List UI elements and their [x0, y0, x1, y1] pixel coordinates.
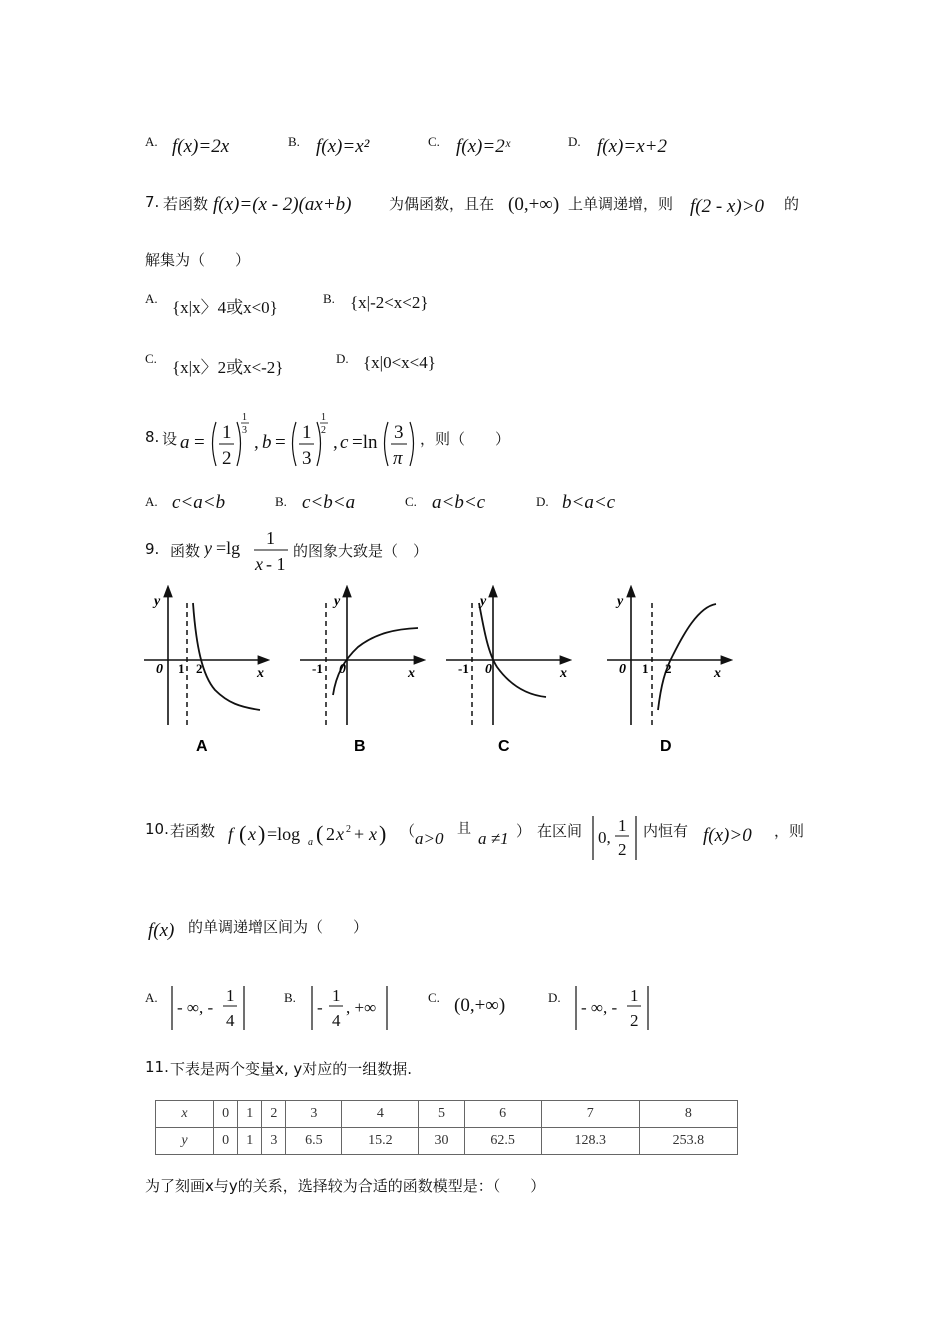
q8-tail: ，则（ ）: [420, 430, 511, 448]
svg-text:2: 2: [321, 425, 326, 436]
svg-text:1: 1: [332, 986, 341, 1005]
q7-inequality: f(2 - x)>0: [690, 196, 765, 217]
graph-b-xlabel: x: [408, 666, 415, 681]
table-cell: 5: [419, 1101, 464, 1128]
q8-option-a-label: A.: [145, 494, 158, 509]
q10-option-d-expr: [572, 982, 654, 1034]
graph-d-caption: D: [660, 738, 672, 755]
graph-d-ylabel: y: [617, 594, 624, 609]
q8-option-c-expr: a<b<c: [432, 492, 486, 513]
q7-function: f(x)=(x - 2)(ax+b): [213, 194, 352, 215]
graph-c-tick-1: -1: [458, 661, 469, 676]
q7-option-c-label: C.: [145, 351, 157, 366]
q10-pre: 若函数: [170, 822, 216, 840]
graph-c: [442, 585, 572, 760]
q7-option-a-label: A.: [145, 291, 158, 306]
graph-a-tick-2: 2: [196, 661, 203, 676]
table-cell: 4: [342, 1101, 419, 1128]
q10-option-a-expr: [168, 982, 250, 1034]
graph-a-tick-1: 1: [178, 661, 185, 676]
q10-function: [226, 812, 396, 852]
q10-interval: [590, 810, 642, 866]
table-cell: 62.5: [464, 1128, 541, 1155]
q8-option-d-expr: b<a<c: [562, 492, 616, 513]
svg-text:,: ,: [333, 432, 338, 453]
q6-option-c-label: C.: [428, 134, 440, 149]
q10-option-a-label: A.: [145, 990, 158, 1005]
svg-text:(: (: [316, 821, 324, 846]
table-header-y: y: [156, 1128, 214, 1155]
svg-text:,: ,: [254, 432, 259, 453]
table-cell: 6.5: [286, 1128, 342, 1155]
table-cell: 1: [238, 1128, 262, 1155]
q9-formula: [204, 526, 294, 576]
q11-question: 为了刻画x与y的关系，选择较为合适的函数模型是：（ ）: [145, 1177, 546, 1195]
svg-text:- ∞, -: - ∞, -: [177, 998, 214, 1017]
graph-b-tick-1: -1: [312, 661, 323, 676]
svg-text:π: π: [393, 448, 403, 469]
svg-text:): ): [258, 821, 266, 846]
q11-number: 11.: [145, 1058, 169, 1076]
q7-option-b-label: B.: [323, 291, 335, 306]
svg-text:3: 3: [302, 448, 312, 469]
svg-text:x: x: [255, 554, 263, 574]
svg-text:2: 2: [346, 824, 351, 835]
q6-option-d-expr: f(x)=x+2: [597, 136, 667, 157]
svg-text:f: f: [228, 824, 234, 844]
svg-text:1: 1: [266, 528, 275, 548]
q10-option-c-expr: (0,+∞): [454, 995, 506, 1016]
svg-text:3: 3: [394, 422, 404, 443]
q10-post: ，则: [774, 822, 805, 840]
q8-pre: 设: [162, 430, 178, 448]
svg-text:1: 1: [226, 986, 235, 1005]
q9-pre: 函数: [170, 542, 201, 560]
svg-text:=ln: =ln: [352, 432, 378, 453]
table-row-y: [156, 1128, 738, 1155]
svg-text:1: 1: [222, 422, 232, 443]
q10-option-b-expr: [308, 982, 392, 1034]
graph-b: [296, 585, 426, 760]
svg-text:1: 1: [630, 986, 639, 1005]
q7-line2: 解集为（ ）: [145, 251, 251, 269]
q8-formula: [178, 408, 428, 474]
svg-text:x: x: [248, 824, 256, 844]
svg-text:b: b: [262, 432, 272, 453]
table-cell: 3: [262, 1128, 286, 1155]
q7-option-c-expr: {x|x〉2或x<-2}: [172, 358, 284, 377]
graph-d-xlabel: x: [714, 666, 721, 681]
svg-text:3: 3: [242, 425, 247, 436]
q7-interval: (0,+∞): [508, 194, 560, 215]
graph-d-tick-1: 1: [642, 661, 649, 676]
q7-pre: 若函数: [163, 195, 209, 213]
svg-text:y: y: [204, 538, 212, 558]
graph-c-ylabel: y: [480, 594, 487, 609]
svg-text:4: 4: [332, 1011, 341, 1030]
svg-text:1: 1: [302, 422, 312, 443]
q7-option-d-expr: {x|0<x<4}: [363, 353, 436, 372]
q6-option-a-expr: f(x)=2x: [172, 136, 230, 157]
q7-option-d-label: D.: [336, 351, 349, 366]
table-row-x: [156, 1101, 738, 1128]
table-cell: 253.8: [639, 1128, 737, 1155]
q11-data-table: [155, 1100, 738, 1155]
q8-option-b-label: B.: [275, 494, 287, 509]
graph-b-caption: B: [354, 738, 366, 755]
graph-a: [140, 585, 270, 760]
q6-option-b-label: B.: [288, 134, 300, 149]
graph-d-origin: 0: [619, 662, 626, 677]
graph-b-ylabel: y: [334, 594, 341, 609]
graph-b-origin: 0: [339, 662, 346, 677]
table-cell: 0: [214, 1128, 238, 1155]
q10-line2: 的单调递增区间为（ ）: [188, 918, 369, 936]
q8-option-b-expr: c<b<a: [302, 492, 356, 513]
q7-mid: 为偶函数，且在: [389, 195, 495, 213]
q10-cond-b: a ≠1: [478, 829, 509, 848]
table-cell: 0: [214, 1101, 238, 1128]
svg-text:- 1: - 1: [266, 554, 286, 574]
graph-a-caption: A: [196, 738, 208, 755]
q10-cond-open: （: [400, 822, 416, 840]
svg-text:1: 1: [618, 816, 627, 835]
q10-fx: f(x): [148, 920, 175, 941]
table-cell: 2: [262, 1101, 286, 1128]
q8-option-c-label: C.: [405, 494, 417, 509]
graph-a-origin: 0: [156, 662, 163, 677]
q7-option-b-expr: {x|-2<x<2}: [350, 293, 429, 312]
q10-option-d-label: D.: [548, 990, 561, 1005]
q9-number: 9.: [145, 540, 160, 558]
table-cell: 6: [464, 1101, 541, 1128]
q10-cond-close: ）: [516, 822, 532, 840]
q10-option-b-label: B.: [284, 990, 296, 1005]
svg-text:1: 1: [321, 412, 326, 423]
table-cell: 7: [541, 1101, 639, 1128]
svg-text:a: a: [180, 432, 190, 453]
table-cell: 1: [238, 1101, 262, 1128]
svg-text:c: c: [340, 432, 349, 453]
svg-text:- ∞, -: - ∞, -: [581, 998, 618, 1017]
graph-a-xlabel: x: [257, 666, 264, 681]
q10-condition: f(x)>0: [703, 825, 752, 846]
graph-c-origin: 0: [485, 662, 492, 677]
svg-text:2: 2: [618, 840, 627, 859]
q6-option-d-label: D.: [568, 134, 581, 149]
q11-text: 下表是两个变量x, y对应的一组数据.: [170, 1060, 413, 1078]
svg-text:+: +: [354, 824, 365, 844]
svg-text:2: 2: [326, 824, 335, 844]
graph-d-tick-2: 2: [665, 661, 672, 676]
table-cell: 8: [639, 1101, 737, 1128]
graph-a-ylabel: y: [154, 594, 161, 609]
q7-option-a-expr: {x|x〉4或x<0}: [172, 298, 278, 317]
table-cell: 3: [286, 1101, 342, 1128]
q10-cond-a: a>0: [415, 829, 444, 848]
svg-text:, +∞: , +∞: [346, 998, 377, 1017]
q10-number: 10.: [145, 820, 169, 838]
svg-text:=lg: =lg: [216, 538, 241, 558]
q8-option-a-expr: c<a<b: [172, 492, 226, 513]
graph-c-xlabel: x: [560, 666, 567, 681]
q6-option-c-expr: f(x)=2ˣ: [456, 136, 511, 157]
svg-text:(: (: [239, 821, 247, 846]
graph-d: [603, 585, 733, 760]
q6-option-a-label: A.: [145, 134, 158, 149]
q8-number: 8.: [145, 428, 160, 446]
q7-post: 的: [784, 195, 800, 213]
q10-mid2: 内恒有: [643, 822, 689, 840]
svg-text:=: =: [194, 432, 205, 453]
q10-cond-mid: 且: [457, 821, 471, 837]
q7-mid2: 上单调递增，则: [568, 195, 674, 213]
svg-text:): ): [379, 821, 387, 846]
q6-option-b-expr: f(x)=x²: [316, 136, 370, 157]
svg-text:2: 2: [222, 448, 232, 469]
svg-text:4: 4: [226, 1011, 235, 1030]
table-cell: 15.2: [342, 1128, 419, 1155]
table-cell: 30: [419, 1128, 464, 1155]
svg-text:0,: 0,: [598, 828, 611, 847]
svg-text:a: a: [308, 837, 313, 848]
q9-post: 的图象大致是（ ）: [293, 542, 429, 560]
q7-number: 7.: [145, 193, 160, 211]
svg-text:-: -: [317, 998, 323, 1017]
q10-option-c-label: C.: [428, 990, 440, 1005]
svg-text:x: x: [369, 824, 377, 844]
table-header-x: x: [156, 1101, 214, 1128]
svg-text:x: x: [336, 824, 344, 844]
q8-option-d-label: D.: [536, 494, 549, 509]
svg-text:=log: =log: [267, 824, 301, 844]
table-cell: 128.3: [541, 1128, 639, 1155]
svg-text:1: 1: [242, 412, 247, 423]
svg-text:=: =: [275, 432, 286, 453]
q10-mid: 在区间: [537, 822, 583, 840]
svg-text:2: 2: [630, 1011, 639, 1030]
graph-c-caption: C: [498, 738, 510, 755]
